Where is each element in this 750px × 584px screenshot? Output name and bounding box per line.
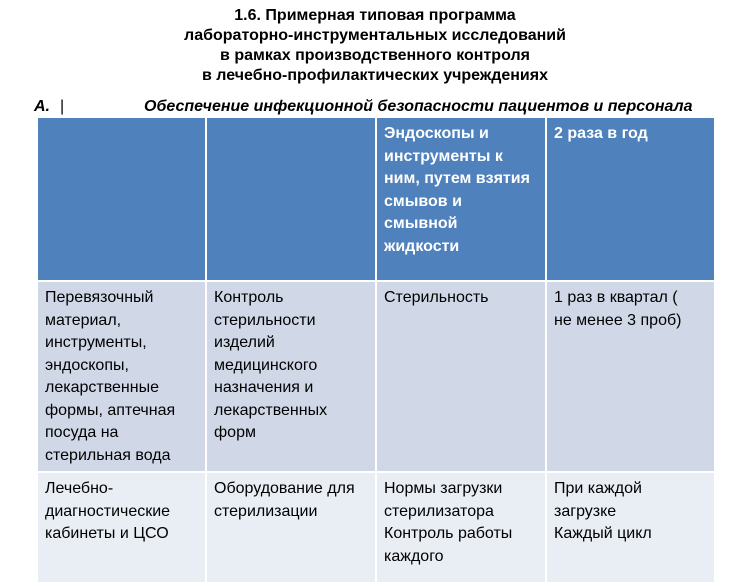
table-cell [376,281,546,472]
table-cell [37,281,206,472]
cell-text: лекарственных [214,401,328,419]
cell-text: 2 раза в год [554,125,648,142]
cell-text: Контроль работы [384,525,513,542]
cell-text: не менее 3 проб) [554,311,682,329]
cell-text: каждого [384,547,444,565]
title-line: лабораторно-инструментальных исследований [184,27,566,44]
cell-text: Каждый цикл [554,525,652,542]
section-letter: А. [34,98,50,115]
table-cell [546,472,715,583]
table-cell [206,472,376,583]
table-header-row [37,117,715,281]
table-cell [206,117,376,281]
cell-text: форм [214,424,256,441]
cell-text: Контроль [214,289,284,306]
section-heading [34,97,734,117]
cell-text: Эндоскопы и [384,125,489,142]
cell-text: При каждой [554,480,642,497]
table-cell [37,472,206,583]
cell-text: стерилизатора [384,502,494,520]
cell-text: загрузке [554,502,617,520]
cell-text: посуда на [45,424,119,441]
cell-text: Стерильность [384,289,489,306]
table-row [37,281,715,472]
cell-text: кабинеты и ЦСО [45,525,169,542]
table-row [37,472,715,583]
table-cell [546,117,715,281]
title-line: в рамках производственного контроля [220,47,530,64]
cell-text: Перевязочный [45,289,154,306]
program-table [36,116,716,584]
cell-text: смывов и [384,192,462,210]
table-cell [206,281,376,472]
cell-text: лекарственные [45,379,159,396]
cell-text: изделий [214,334,275,351]
cell-text: медицинского [214,356,318,374]
cell-text: стерильная вода [45,446,171,464]
table-cell [376,117,546,281]
cell-text: стерильности [214,311,316,329]
table-cell [546,281,715,472]
table-cell [37,117,206,281]
cell-text: материал, [45,311,122,329]
cell-text: стерилизации [214,502,318,520]
title-line: 1.6. Примерная типовая программа [234,7,516,24]
title-line: в лечебно-профилактических учреждениях [202,67,548,84]
cell-text: Лечебно- [45,480,114,497]
cell-text: назначения и [214,379,314,396]
cell-text: инструменты, [45,334,147,351]
cell-text: 1 раз в квартал ( [554,289,678,306]
cell-text: жидкости [384,237,460,255]
cell-text: ним, путем взятия [384,170,530,187]
section-title: Обеспечение инфекционной безопасности пациентов и персонала [144,98,693,115]
cell-text: смывной [384,215,458,232]
cell-text: Нормы загрузки [384,480,503,497]
cell-text: инструменты к [384,147,503,165]
cell-text: диагностические [45,502,171,520]
table-cell [376,472,546,583]
cell-text: эндоскопы, [45,356,129,374]
cell-text: формы, аптечная [45,401,176,419]
text-cursor: | [60,98,65,115]
page-title [0,6,750,86]
cell-text: Оборудование для [214,480,355,497]
